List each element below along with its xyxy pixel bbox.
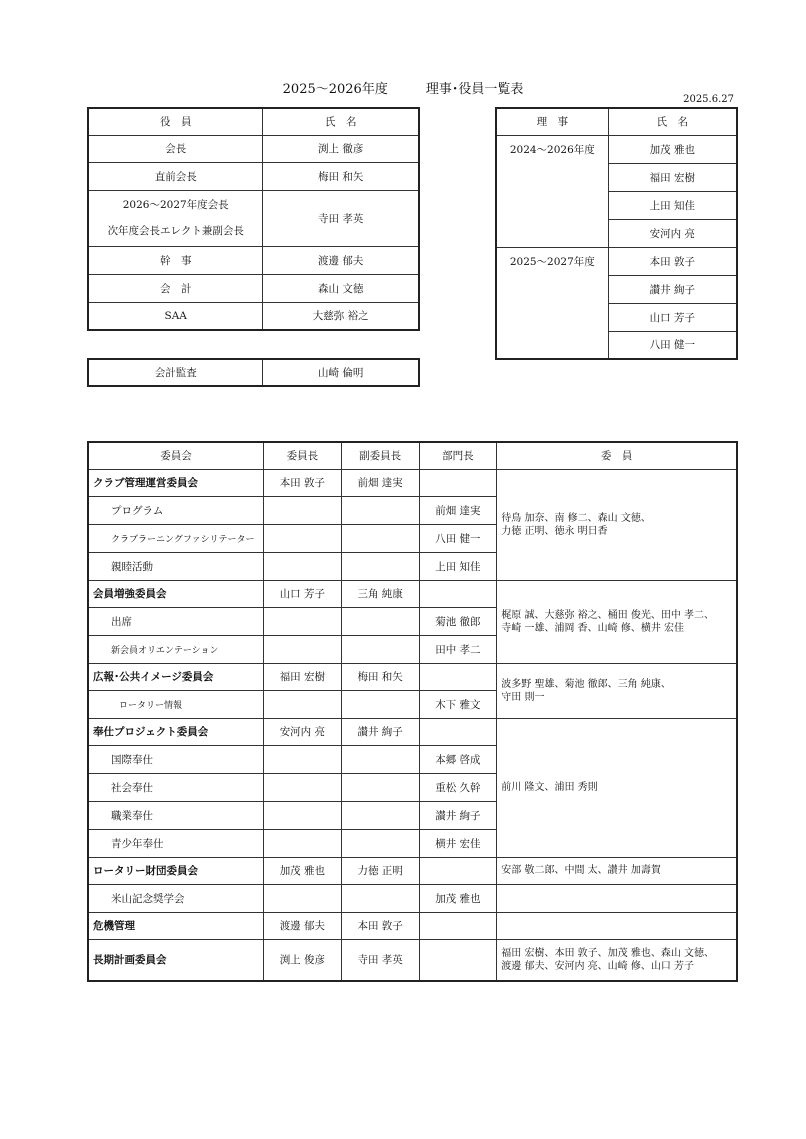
- committees-header-head: 部門長: [419, 442, 497, 469]
- committee-vice: [341, 552, 419, 580]
- auditor-table: [87, 358, 420, 387]
- committee-head: [419, 939, 497, 981]
- officer-name: 森山 文徳: [263, 274, 419, 302]
- directors-table: [495, 107, 738, 360]
- committee-vice: 本田 敦子: [341, 912, 419, 939]
- committee-chair: [263, 607, 341, 635]
- document-date: 2025.6.27: [683, 94, 734, 105]
- committee-head: 重松 久幹: [419, 773, 497, 801]
- committee-members: [497, 663, 737, 718]
- subcommittee-name: 青少年奉仕: [88, 829, 263, 857]
- committee-members-empty: [497, 912, 737, 939]
- committee-chair: [263, 801, 341, 829]
- committee-head: [419, 912, 497, 939]
- committee-chair: [263, 524, 341, 552]
- officer-role: 会 計: [88, 274, 263, 302]
- title-text: 理事･役員一覧表: [425, 82, 524, 97]
- committee-head: 本郷 啓成: [419, 745, 497, 773]
- committee-name: 広報･公共イメージ委員会: [88, 663, 263, 690]
- committees-header-members: 委 員: [497, 442, 737, 469]
- committee-head: [419, 580, 497, 607]
- director-term: 2025～2027年度: [496, 247, 608, 359]
- members-line: 波多野 聖雄、菊池 徹郎、三角 純康、: [501, 678, 671, 690]
- committee-vice: [341, 496, 419, 524]
- committee-vice: [341, 801, 419, 829]
- committees-table: [87, 441, 738, 982]
- director-name: 八田 健一: [608, 331, 737, 359]
- committee-vice: 梅田 和矢: [341, 663, 419, 690]
- committee-chair: [263, 745, 341, 773]
- subcommittee-name: 職業奉仕: [88, 801, 263, 829]
- committees-header-vice: 副委員長: [341, 442, 419, 469]
- committee-head: 加茂 雅也: [419, 884, 497, 912]
- officer-name: 大慈弥 裕之: [263, 302, 419, 330]
- director-name: 山口 芳子: [608, 303, 737, 331]
- officers-header-name: 氏 名: [263, 108, 419, 135]
- officer-role-multi: [88, 190, 263, 246]
- subcommittee-name: 国際奉仕: [88, 745, 263, 773]
- directors-header-term: 理 事: [496, 108, 608, 135]
- subcommittee-name: 親睦活動: [88, 552, 263, 580]
- committee-vice: 讃井 絢子: [341, 718, 419, 745]
- committee-name: 奉仕プロジェクト委員会: [88, 718, 263, 745]
- committees-header-chair: 委員長: [263, 442, 341, 469]
- subcommittee-name: 新会員オリエンテーション: [88, 635, 263, 663]
- committee-vice: [341, 773, 419, 801]
- committee-chair: 山口 芳子: [263, 580, 341, 607]
- committee-head: 八田 健一: [419, 524, 497, 552]
- committee-members: 安部 敬二郎、中間 太、讃井 加壽賀: [497, 857, 737, 884]
- committee-name: ロータリー財団委員会: [88, 857, 263, 884]
- committees-header-committee: 委員会: [88, 442, 263, 469]
- director-name: 上田 知佳: [608, 191, 737, 219]
- committee-chair: [263, 635, 341, 663]
- director-name: 本田 敦子: [608, 247, 737, 275]
- committee-chair: 福田 宏樹: [263, 663, 341, 690]
- committee-chair: [263, 552, 341, 580]
- subcommittee-name: プログラム: [88, 496, 263, 524]
- director-name: 安河内 亮: [608, 219, 737, 247]
- auditor-name: 山崎 倫明: [263, 359, 419, 386]
- committee-vice: [341, 607, 419, 635]
- committee-chair: [263, 773, 341, 801]
- committee-head: [419, 663, 497, 690]
- members-line: 力徳 正明、徳永 明日香: [501, 525, 608, 537]
- committee-vice: [341, 745, 419, 773]
- members-line: 待鳥 加奈、南 修二、森山 文徳、: [501, 512, 651, 524]
- committee-name: 長期計画委員会: [88, 939, 263, 981]
- subcommittee-name: 出席: [88, 607, 263, 635]
- committee-head: [419, 857, 497, 884]
- members-line: 渡邊 郁夫、安河内 亮、山崎 修、山口 芳子: [501, 960, 694, 972]
- committee-head: 前畑 達実: [419, 496, 497, 524]
- subcommittee-name: 米山記念奨学会: [88, 884, 263, 912]
- committee-chair: 加茂 雅也: [263, 857, 341, 884]
- committee-head: 横井 宏佳: [419, 829, 497, 857]
- committee-vice: 力徳 正明: [341, 857, 419, 884]
- officer-role-line1: 2026～2027年度会長: [122, 199, 229, 211]
- auditor-role: 会計監査: [88, 359, 263, 386]
- committee-members: [497, 939, 737, 981]
- director-name: 福田 宏樹: [608, 163, 737, 191]
- committee-head: 木下 雅文: [419, 690, 497, 718]
- committee-members: [497, 718, 737, 857]
- committee-head: [419, 469, 497, 496]
- members-line: 梶原 誠、大慈弥 裕之、桶田 俊光、田中 孝二、: [501, 609, 714, 621]
- officer-role: SAA: [88, 302, 263, 330]
- committee-chair: [263, 690, 341, 718]
- committee-chair: [263, 829, 341, 857]
- committee-vice: 前畑 達実: [341, 469, 419, 496]
- title-year: 2025～2026年度: [282, 82, 388, 97]
- committee-members: [497, 469, 737, 580]
- directors-header-name: 氏 名: [608, 108, 737, 135]
- committee-name: 危機管理: [88, 912, 263, 939]
- committee-name: クラブ管理運営委員会: [88, 469, 263, 496]
- officer-name: 渕上 徹彦: [263, 135, 419, 162]
- committee-head: [419, 718, 497, 745]
- committee-chair: [263, 496, 341, 524]
- subcommittee-name: ロータリー情報: [88, 690, 263, 718]
- officer-role: 直前会長: [88, 162, 263, 190]
- committee-chair: [263, 884, 341, 912]
- committee-head: 讃井 絢子: [419, 801, 497, 829]
- director-name: 讃井 絢子: [608, 275, 737, 303]
- committee-vice: [341, 635, 419, 663]
- committee-vice: [341, 884, 419, 912]
- subcommittee-name: 社会奉仕: [88, 773, 263, 801]
- committee-members-empty: [497, 884, 737, 912]
- officer-role-line2: 次年度会長エレクト兼副会長: [107, 225, 244, 237]
- committee-head: 田中 孝二: [419, 635, 497, 663]
- members-line: 福田 宏樹、本田 敦子、加茂 雅也、森山 文徳、: [501, 947, 714, 959]
- committee-chair: 渡邊 郁夫: [263, 912, 341, 939]
- members-line: 寺崎 一雄、浦岡 香、山崎 修、横井 宏佳: [501, 622, 684, 634]
- committee-vice: 寺田 孝英: [341, 939, 419, 981]
- committee-chair: 本田 敦子: [263, 469, 341, 496]
- committee-vice: 三角 純康: [341, 580, 419, 607]
- committee-head: 上田 知佳: [419, 552, 497, 580]
- committee-members: [497, 580, 737, 663]
- director-name: 加茂 雅也: [608, 135, 737, 163]
- officer-role: 会長: [88, 135, 263, 162]
- officer-role: 幹 事: [88, 246, 263, 274]
- director-term: 2024～2026年度: [496, 135, 608, 247]
- officer-name: 渡邊 郁夫: [263, 246, 419, 274]
- committee-vice: [341, 524, 419, 552]
- committee-chair: 渕上 俊彦: [263, 939, 341, 981]
- committee-chair: 安河内 亮: [263, 718, 341, 745]
- officer-name: 梅田 和矢: [263, 162, 419, 190]
- committee-vice: [341, 829, 419, 857]
- officers-table: [87, 107, 420, 331]
- subcommittee-name: クラブラーニングファシリテーター: [88, 524, 263, 552]
- committee-head: 菊池 徹郎: [419, 607, 497, 635]
- officers-header-role: 役 員: [88, 108, 263, 135]
- members-line: 守田 則一: [501, 691, 545, 703]
- committee-name: 会員増強委員会: [88, 580, 263, 607]
- committee-vice: [341, 690, 419, 718]
- members-line: 前川 隆文、浦田 秀則: [501, 782, 598, 793]
- officer-name: 寺田 孝英: [263, 190, 419, 246]
